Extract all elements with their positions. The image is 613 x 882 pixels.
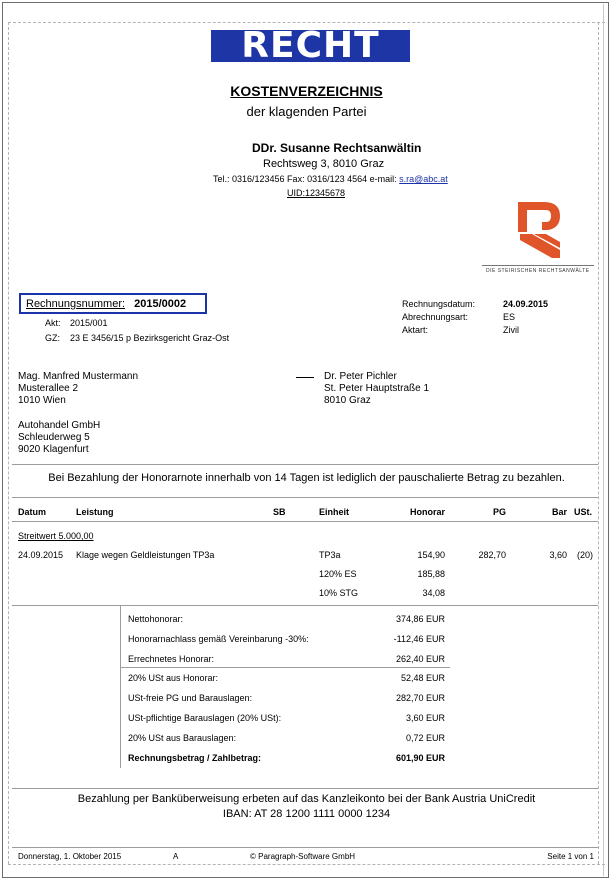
row-pg: 282,70 xyxy=(478,550,506,560)
firm-name: DDr. Susanne Rechtsanwältin xyxy=(252,141,422,155)
row-fee: 34,08 xyxy=(422,588,445,598)
akt-value: 2015/001 xyxy=(70,318,108,328)
row-bar: 3,60 xyxy=(549,550,567,560)
footer-page: Seite 1 von 1 xyxy=(547,852,594,861)
firm-contact xyxy=(213,174,448,184)
col-header-bar: Bar xyxy=(551,507,567,517)
notice-rule-top xyxy=(12,464,598,465)
client-address: Autohandel GmbH Schleuderweg 5 9020 Klagenfurt xyxy=(18,420,101,455)
table-body-rule xyxy=(12,605,598,606)
row-fee: 154,90 xyxy=(417,550,445,560)
summary-label: USt-freie PG und Barauslagen: xyxy=(128,693,253,703)
table-header-rule xyxy=(12,521,598,522)
steirische-rechtsanwaelte-emblem-icon xyxy=(514,200,566,258)
emblem-caption: DIE STEIRISCHEN RECHTSANWÄLTE xyxy=(486,268,590,274)
streitwert: Streitwert 5.000,00 xyxy=(18,531,94,541)
margin-guide-right xyxy=(598,22,599,864)
defendant-address: Dr. Peter Pichler St. Peter Hauptstraße 1 8010 Graz xyxy=(324,371,430,406)
summary-label: Nettohonorar: xyxy=(128,614,184,624)
footer-copyright: © Paragraph-Software GmbH xyxy=(250,852,356,861)
summary-divider xyxy=(120,605,121,768)
col-header-datum: Datum xyxy=(18,507,47,517)
recht-logo: RECHT xyxy=(241,25,380,66)
emblem-rule xyxy=(482,265,594,266)
row-fee: 185,88 xyxy=(417,569,445,579)
payment-bank: Bezahlung per Banküberweisung erbeten auf das Kanzleikonto bei der Bank Austria UniCredit xyxy=(77,793,536,805)
summary-value: 374,86 EUR xyxy=(395,614,445,624)
payment-rule-top xyxy=(12,788,598,789)
col-header-ust: USt. xyxy=(574,507,592,517)
summary-value: -112,46 EUR xyxy=(393,634,445,644)
summary-value: 262,40 EUR xyxy=(395,654,445,664)
notice-rule-bottom xyxy=(12,497,598,498)
payment-notice: Bei Bezahlung der Honorarnote innerhalb von 14 Tagen ist lediglich der pauschalierte Betrag zu bezahlen. xyxy=(48,472,565,484)
row-date: 24.09.2015 xyxy=(18,550,64,560)
col-header-honorar: Honorar xyxy=(409,507,445,517)
summary-total-value: 601,90 EUR xyxy=(395,753,445,763)
summary-label: Honorarnachlass gemäß Vereinbarung -30%: xyxy=(128,634,309,644)
row-unit: 10% STG xyxy=(319,588,359,598)
summary-label: 20% USt aus Honorar: xyxy=(128,673,219,683)
col-header-leistung: Leistung xyxy=(76,507,114,517)
margin-guide-bottom xyxy=(8,864,605,865)
row-service: Klage wegen Geldleistungen TP3a xyxy=(76,550,215,560)
case-kind-label: Aktart: xyxy=(402,325,429,335)
col-header-sb: SB xyxy=(273,507,286,517)
footer-mark: A xyxy=(173,852,179,861)
firm-contact-text: Tel.: 0316/123456 Fax: 0316/123 4564 e-mail: xyxy=(213,174,397,184)
invoice-number-label: Rechnungsnummer: xyxy=(26,298,126,310)
case-kind-value: Zivil xyxy=(503,325,519,335)
invoice-number-value: 2015/0002 xyxy=(134,298,187,310)
summary-value: 52,48 EUR xyxy=(400,673,445,683)
summary-total-label: Rechnungsbetrag / Zahlbetrag: xyxy=(128,753,262,763)
col-header-einheit: Einheit xyxy=(319,507,350,517)
col-header-pg: PG xyxy=(492,507,506,517)
invoice-date-value: 24.09.2015 xyxy=(503,299,549,309)
akt-label: Akt: xyxy=(45,318,61,328)
billing-type-label: Abrechnungsart: xyxy=(402,312,469,322)
document-title: KOSTENVERZEICHNIS xyxy=(230,83,383,99)
page-edge xyxy=(603,4,604,876)
row-ust: (20) xyxy=(577,550,594,560)
margin-guide-top xyxy=(8,22,605,23)
summary-label: Errechnetes Honorar: xyxy=(128,654,215,664)
firm-uid: UID:12345678 xyxy=(287,188,346,198)
summary-value: 3,60 EUR xyxy=(405,713,445,723)
summary-label: USt-pflichtige Barauslagen (20% USt): xyxy=(128,713,282,723)
row-unit: TP3a xyxy=(319,550,341,560)
plaintiff-address: Mag. Manfred Mustermann Musterallee 2 1010 Wien xyxy=(18,371,139,406)
billing-type-value: ES xyxy=(503,312,516,322)
document-subtitle: der klagenden Partei xyxy=(246,104,367,119)
summary-value: 282,70 EUR xyxy=(395,693,445,703)
firm-email-link[interactable]: s.ra@abc.at xyxy=(399,174,448,184)
summary-label: 20% USt aus Barauslagen: xyxy=(128,733,237,743)
firm-address: Rechtsweg 3, 8010 Graz xyxy=(263,158,385,170)
summary-value: 0,72 EUR xyxy=(405,733,445,743)
versus-dash xyxy=(296,377,314,378)
margin-guide-left xyxy=(8,22,9,864)
row-unit: 120% ES xyxy=(319,569,357,579)
summary-rule xyxy=(120,667,450,668)
footer-rule xyxy=(12,847,598,848)
invoice-date-label: Rechnungsdatum: xyxy=(402,299,476,309)
gz-label: GZ: xyxy=(45,333,60,343)
gz-value: 23 E 3456/15 p Bezirksgericht Graz-Ost xyxy=(70,333,230,343)
footer-date: Donnerstag, 1. Oktober 2015 xyxy=(18,852,122,861)
payment-iban: IBAN: AT 28 1200 1111 0000 1234 xyxy=(222,808,391,820)
